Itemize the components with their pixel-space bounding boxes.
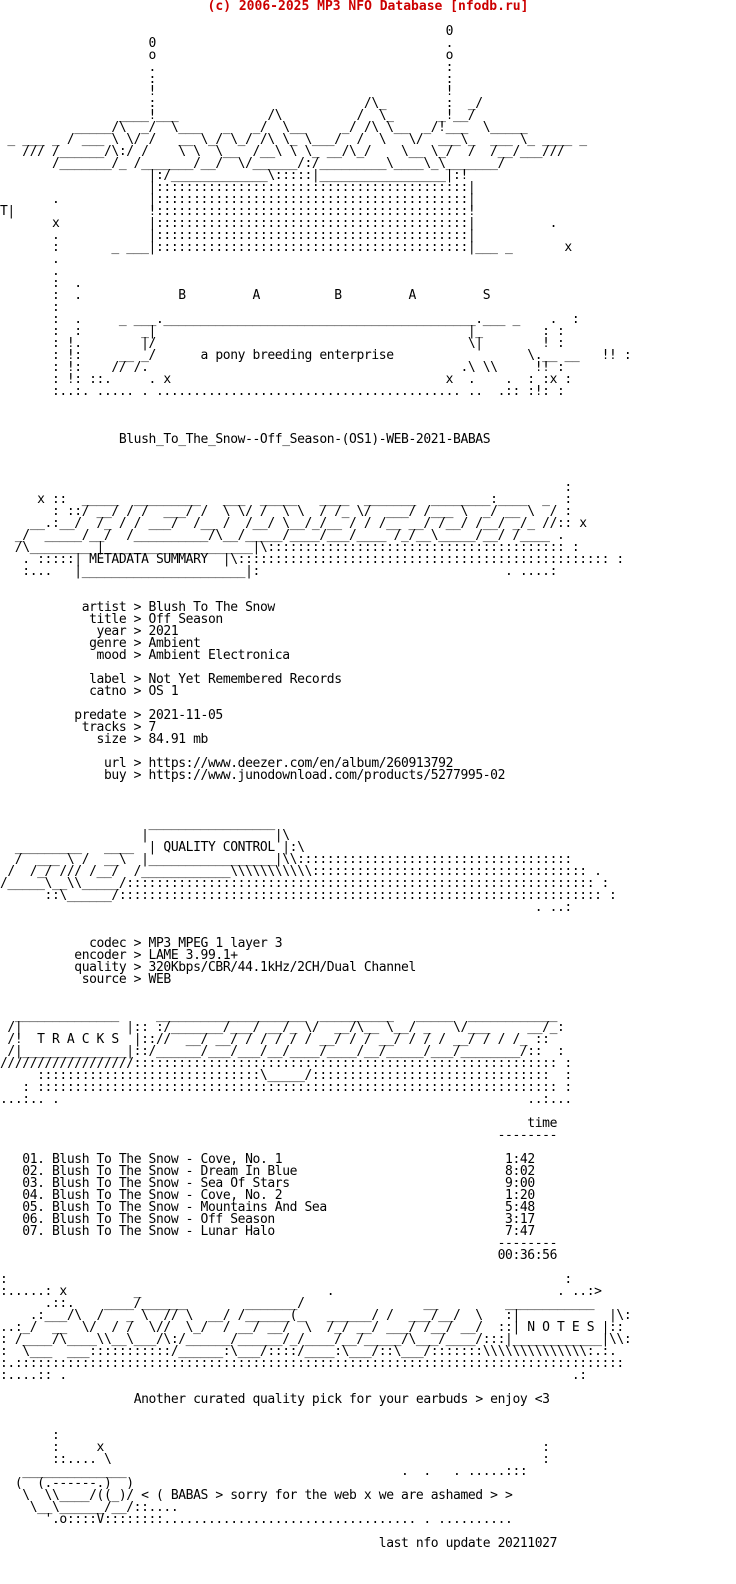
field-predate: 2021-11-05	[148, 708, 223, 723]
track-name: Blush To The Snow - Sea Of Stars	[52, 1176, 476, 1191]
track-name: Blush To The Snow - Lunar Halo	[52, 1224, 476, 1239]
field-encoder: LAME 3.99.1+	[148, 948, 238, 963]
field-title: Off Season	[148, 612, 223, 627]
tracks-time-header: time	[527, 1116, 558, 1131]
track-number: 05.	[22, 1200, 45, 1215]
field-year: 2021	[148, 624, 179, 639]
copyright-header: (c) 2006-2025 MP3 NFO Database [nfodb.ru]	[207, 0, 529, 14]
track-time: 5:48	[490, 1200, 535, 1215]
track-number: 07.	[22, 1224, 45, 1239]
track-time: 3:17	[490, 1212, 535, 1227]
field-quality: 320Kbps/CBR/44.1kHz/2CH/Dual Channel	[148, 960, 416, 975]
track-number: 06.	[22, 1212, 45, 1227]
field-artist: Blush To The Snow	[148, 600, 275, 615]
track-time: 1:42	[490, 1152, 535, 1167]
field-label: Not Yet Remembered Records	[148, 672, 342, 687]
logo-tagline: a pony breeding enterprise	[200, 348, 394, 363]
footer-message: < ( BABAS > sorry for the web x we are ashamed > >	[141, 1488, 513, 1503]
field-tracks: 7	[148, 720, 156, 735]
track-number: 03.	[22, 1176, 45, 1191]
field-genre: Ambient	[148, 636, 201, 651]
track-time: 9:00	[490, 1176, 535, 1191]
field-codec: MP3 MPEG 1 layer 3	[148, 936, 283, 951]
field-size: 84.91 mb	[148, 732, 208, 747]
notes-text: Another curated quality pick for your earbuds > enjoy <3	[133, 1392, 550, 1407]
track-name: Blush To The Snow - Cove, No. 2	[52, 1188, 476, 1203]
tracks-total-time: 00:36:56	[497, 1248, 558, 1263]
track-number: 02.	[22, 1164, 45, 1179]
track-name: Blush To The Snow - Dream In Blue	[52, 1164, 476, 1179]
track-time: 7:47	[490, 1224, 535, 1239]
track-time: 8:02	[490, 1164, 535, 1179]
field-mood: Ambient Electronica	[148, 648, 290, 663]
section-title-tracks: T R A C K S	[37, 1032, 119, 1047]
track-time: 1:20	[490, 1188, 535, 1203]
field-buy[interactable]: https://www.junodownload.com/products/5277995-02	[148, 768, 506, 783]
section-title-quality: QUALITY CONTROL	[163, 840, 275, 855]
logo-letters: B A B A S	[178, 288, 491, 303]
track-number: 04.	[22, 1188, 45, 1203]
release-name: Blush_To_The_Snow--Off_Season-(OS1)-WEB-2021-BABAS	[118, 432, 491, 447]
last-update: last nfo update 20211027	[378, 1536, 558, 1551]
track-number: 01.	[22, 1152, 45, 1167]
section-title-metadata: METADATA SUMMARY	[89, 552, 208, 567]
field-url[interactable]: https://www.deezer.com/en/album/260913792	[148, 756, 454, 771]
nfo-document: 0 0 . o o . : : : ! ! : /\_ : _/ ____!___ /\ / \_ _!__/ _____/\ _/ \___ _ _/ \__ _/ /\ \__ _/!___ \_____ _ ___ _ / ___ \ \/ / __ \_/ \_/ /\ \_ \___/ / \ \/ ___\_ ___ \_ ____ _ /// /______/\:/ / \ \ \__ /__\ \ \_ __/\_/ \__ \_/ / /__/___/// /_______/_ /_______/__/ \/______/:/_________\____\_\_______/ |:/_____________\:::::|_________________|:! |::::::::::::::::::::::::::::::::::::::::::| . |::::::::::::::::::::::::::::::::::::::::::| T| !::::::::::::::::::::::::::::::::::::::::::! x |::::::::::::::::::::::::::::::::::::::::::| . . |::::::::::::::::::::::::::::::::::::::::::| : _ ___|::::::::::::::::::::::::::::::::::::::::::|___ _ x . . : . : . B A B A S : : . _ ___.__________________________________________.___ _ . : : : _| |_ : : : !. |/ \| ! : : !: __ _/ a pony breeding enterprise \.__ __ !! : : !: // /. .\ \\ !! : : !: ::. . x x . . : :x : :..:. ..... . ......................................... .. .:: :!: : Blush_To_The_Snow--Off_Season-(OS1)-WEB-2021-BABAS : x :: _____ _________ ___ _____ ____ _______ ________:____ _ : : ::/ __/ / / ___/ / \ \/ / \ \ / /_ \/ ___/ /___ \ _/ __ \ / : __.:__/ /_ / / ___/ /__ / /__/ \__/_/__ / / /__ __/ /__/ /__/ _/_ //:: x _/ _____/__/ /__________/\__/_____/____/___/____ /_/__\_____/__/ /____ . /\________ |____________________|\:::::::::::::::::::::::::::::::::::::::: : . :::::| METADATA SUMMARY |\:::::::::::::::::::::::::::::::::::::::::::::::::: : :... |______________________|: . ....: artist > Blush To The Snow title > Off Season year > 2021 genre > Ambient mood > Ambient Electronica label > Not Yet Remembered Records catno > OS 1 predate > 2021-11-05 tracks > 7 size > 84.91 mb url > https://www.deezer.com/en/album/260913792 buy > https://www.junodownload.com/products/5277995-02 _________________ | |\ _________ ____ | QUALITY CONTROL |:\ / ___ \ / __\ |_________________|\\::::::::::::::::::::::::::::::::::::: / /_/ /// /__/ /____________\\\\\\\\\\\::::::::::::::::::::::::::::::::::::: . /_____\__\\_____/::::::::::::::::::::::::::::::::::::::::::::::::::::::::::::::: : ::\______/::::::::::::::::::::::::::::::::::::::::::::::::::::::::::::::::: : . ..: codec > MP3 MPEG 1 layer 3 encoder > LAME 3.99.1+ quality > 320Kbps/CBR/44.1kHz/2CH/Dual Channel source > WEB ______________ ____________________ __________ _____ ____________ /| |:: :/_______/___/ __/_ \/ __/\__ \__/ _ \/___ __/_: /! T R A C K S |::// __/ __/ / / / / / __/ / / __/ / / / __/ / / /_ :: /|______________|::/______/___/___/__/____/____/__/_____/___/________/:: : //////////////////::::::::::::::::::::::::::::::::::::::::::::::::::::::::: : ::::::::::::::::::::::::::::::\_____/:::::::::::::::::::::::::::::::: : : :::::::::::::::::::::::::::::::::::::::::::::::::::::::::::::::::::::: : ...:.. . ..:... time -------- 01. Blush To The Snow - Cove, No. 1 1:42 02. Blush To The Snow - Dream In Blue 8:02 03. Blush To The Snow - Sea Of Stars 9:00 04. Blush To The Snow - Cove, No. 2 1:20 05. Blush To The Snow - Mountains And Sea 5:48 06. Blush To The Snow - Off Season 3:17 07. Blush To The Snow - Lunar Halo 7:47 -------- 00:36:56 : : :.....: x _ . . ..:> .::. ____/______ _______/ __ ____________ .:___/\ / _ \ // \ __/ /______(_ ______/ / ___/__/ \ :| |\: ..:_/ __ \/ / / \// \_/ / __/ __/ \ /_/ __/ ___/ /__/ __/ ::| N O T E S |:: : /____/\____\\__\___/\:/______/______/_/____/__/_____/\___/____/:::|____________|\\: : \___ ___:::::::::::/______:\___/::::/____:\___/::\___/:::::::\\\\\\\\\\\\\\:.:. :.:::::::::::::::::::::::::::::::::::::::::::::::::::::::::::::::::::::::::::::::::: :....:: . .: Another curated quality pick for your earbuds > enjoy <3 : : x : ::.... \ : ______________ . . . .....::: ( (.------.) ) \ \\____/((_)/ < ( BABAS > sorry for the web x we are ashamed > > \__\______/__/::.... '.o::::V::::::::.................................. . .......... last nfo update 20211027	[0, 24, 632, 1551]
section-title-notes: N O T E S	[527, 1320, 595, 1335]
field-catno: OS 1	[148, 684, 179, 699]
track-name: Blush To The Snow - Cove, No. 1	[52, 1152, 476, 1167]
field-source: WEB	[148, 972, 171, 987]
track-name: Blush To The Snow - Mountains And Sea	[52, 1200, 476, 1215]
track-name: Blush To The Snow - Off Season	[52, 1212, 476, 1227]
